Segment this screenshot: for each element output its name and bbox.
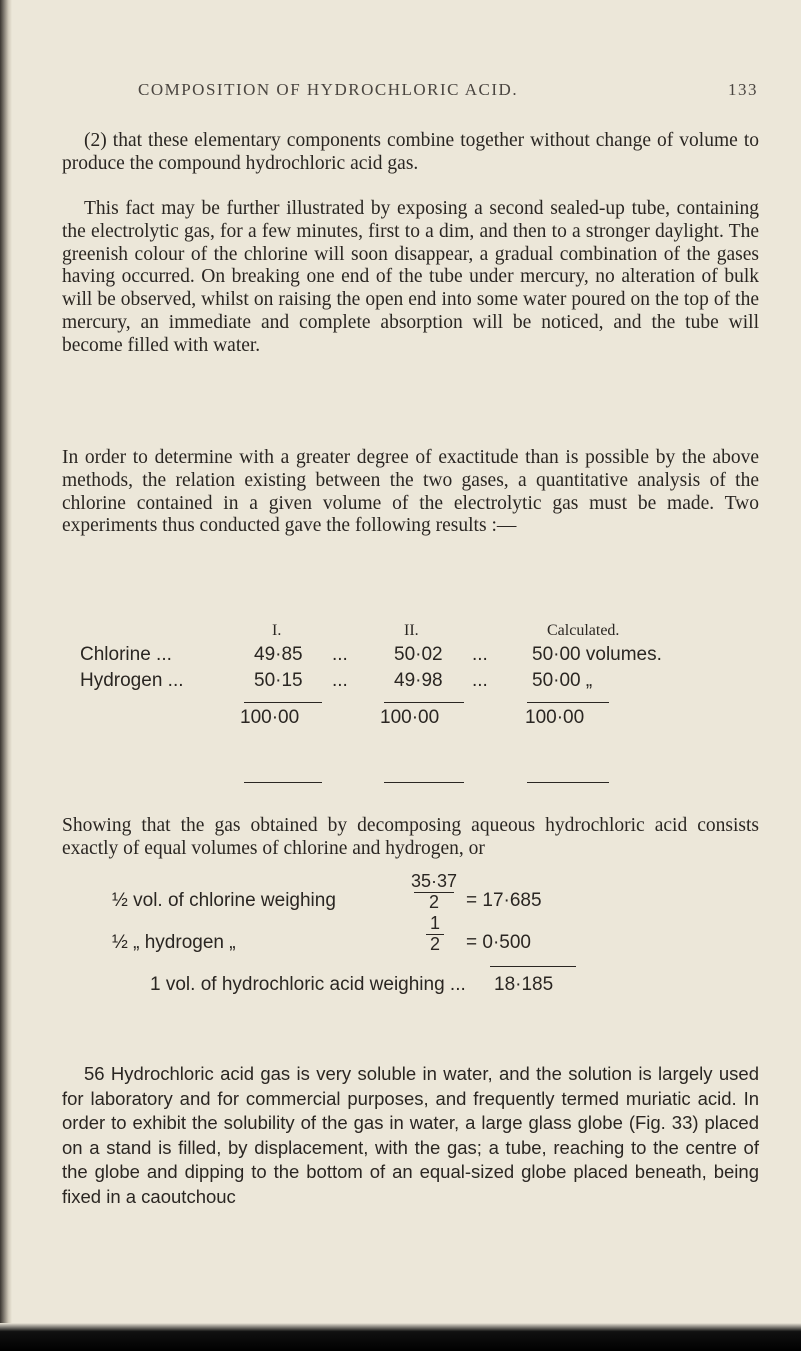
- calc-row2-numerator: 1: [429, 913, 440, 933]
- cell-chlorine-calc: 50·00 volumes.: [532, 644, 662, 665]
- end-rule-1: [244, 782, 322, 783]
- sep-chlorine-2: ...: [472, 644, 488, 665]
- cell-hydrogen-2: 49·98: [394, 670, 443, 691]
- sum-rule-1: [244, 702, 322, 703]
- calc-row1-lead: ½ vol. of chlorine weighing: [112, 890, 336, 911]
- weight-calculation: [112, 871, 692, 1040]
- sep-hydrogen-1: ...: [332, 670, 348, 691]
- calc-row2-result: = 0·500: [466, 932, 531, 953]
- row-label-chlorine: Chlorine ...: [80, 644, 172, 665]
- sum-rule-2: [384, 702, 464, 703]
- calc-total-result: 18·185: [494, 974, 554, 995]
- col-header-2: II.: [404, 622, 419, 639]
- sum-rule-3: [527, 702, 609, 703]
- calc-row2-lead: ½ „ hydrogen „: [112, 932, 236, 953]
- row-label-hydrogen: Hydrogen ...: [80, 670, 184, 691]
- calc-row1-result: = 17·685: [466, 890, 542, 911]
- running-header: [138, 80, 758, 104]
- cell-chlorine-2: 50·02: [394, 644, 443, 665]
- calc-row1-denominator: 2: [428, 892, 439, 912]
- sep-hydrogen-2: ...: [472, 670, 488, 691]
- paragraph-5: 56 Hydrochloric acid gas is very soluble in water, and the solution is largely used for laboratory and for commercial purposes, and frequently termed muriatic acid. In order to exhibit the solubility of the gas in water, a large glass globe (Fig. 33) placed on a stand is filled, by displacement, with the gas; a tube, reaching to the centre of the globe and dipping to the bottom of an equal-sized globe placed beneath, being fixed in a caoutchouc: [62, 1063, 759, 1207]
- total-1: 100·00: [240, 707, 300, 728]
- paragraph-2: This fact may be further illustrated by exposing a second sealed-up tube, containing the electrolytic gas, for a few minutes, first to a dim, and then to a stronger daylight. The greenish colour of the chlorine will soon disappear, a gradual combination of the gases having occurred. On breaking one end of the tube under mercury, no alteration of bulk will be observed, whilst on raising the open end into some water poured on the top of the mercury, an immediate and complete absorption will be noticed, and the tube will become filled with water.: [62, 198, 759, 356]
- scan-bottom-edge: [0, 1323, 801, 1351]
- calc-sum-rule: [490, 966, 576, 967]
- cell-hydrogen-calc: 50·00 „: [532, 670, 593, 691]
- sep-chlorine-1: ...: [332, 644, 348, 665]
- cell-chlorine-1: 49·85: [254, 644, 303, 665]
- paragraph-3: In order to determine with a greater degree of exactitude than is possible by the above methods, the relation existing between the two gases, a quantitative analysis of the chlorine contained in a given volume of the electrolytic gas must be made. Two experiments thus conducted gave the following results :—: [62, 447, 759, 537]
- calc-total-lead: 1 vol. of hydrochloric acid weighing ...: [150, 974, 466, 995]
- calc-row2-denominator: 2: [429, 934, 440, 954]
- total-2: 100·00: [380, 707, 440, 728]
- cell-hydrogen-1: 50·15: [254, 670, 303, 691]
- end-rule-2: [384, 782, 464, 783]
- total-calc: 100·00: [525, 707, 585, 728]
- paragraph-1: (2) that these elementary components combine together without change of volume to produce the compound hydrochloric acid gas.: [62, 130, 759, 174]
- col-header-1: I.: [272, 622, 282, 639]
- col-header-calculated: Calculated.: [547, 622, 620, 639]
- end-rule-3: [527, 782, 609, 783]
- page-binding-edge: [0, 0, 12, 1351]
- paragraph-4: Showing that the gas obtained by decomposing aqueous hydrochloric acid consists exactly of equal volumes of chlorine and hydrogen, or: [62, 815, 759, 859]
- results-table: [80, 622, 762, 787]
- calc-row1-numerator: 35·37: [410, 871, 458, 891]
- running-title: COMPOSITION OF HYDROCHLORIC ACID.: [138, 80, 519, 99]
- page-number: 133: [728, 80, 758, 99]
